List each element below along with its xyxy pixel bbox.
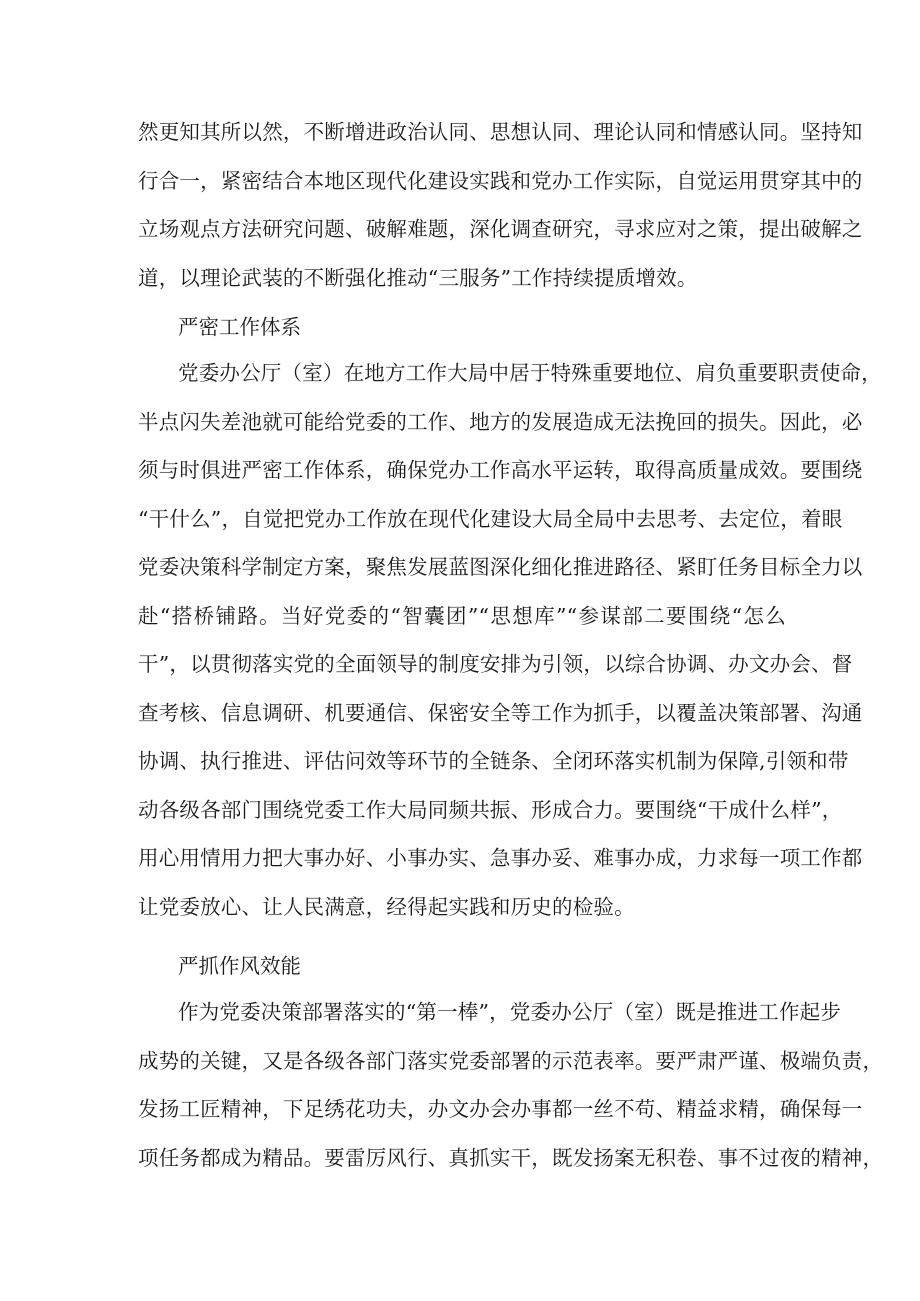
paragraph-line: 党委办公厅（室）在地方工作大局中居于特殊重要地位、肩负重要职责使命，: [178, 361, 882, 385]
paragraph-line: 作为党委决策部署落实的“第一棒”，党委办公厅（室）既是推进工作起步: [178, 1000, 842, 1024]
paragraph-line: 立场观点方法研究问题、破解难题，深化调查研究，寻求应对之策，提出破解之: [138, 217, 863, 241]
paragraph-line: 干”，以贯彻落实党的全面领导的制度安排为引领，以综合协调、办文办会、督: [138, 652, 853, 676]
paragraph-line: 项任务都成为精品。要雷厉风行、真抓实干，既发扬案无积卷、事不过夜的精神，: [138, 1145, 884, 1170]
paragraph-line: 用心用情用力把大事办好、小事办实、急事办妥、难事办成，力求每一项工作都: [138, 846, 863, 870]
paragraph-line: 成势的关键，又是各级各部门落实党委部署的示范表率。要严肃严谨、极端负责，: [138, 1048, 884, 1073]
paragraph-line: 查考核、信息调研、机要通信、保密安全等工作为抓手，以覆盖决策部署、沟通: [138, 700, 863, 725]
paragraph-line: 赴“搭桥铺路。当好党委的“智囊团”“思想库”“参谋部二要围绕“怎么: [138, 603, 786, 628]
paragraph-line: 行合一，紧密结合本地区现代化建设实践和党办工作实际，自觉运用贯穿其中的: [138, 168, 863, 193]
paragraph-line: 党委决策科学制定方案，聚焦发展蓝图深化细化推进路径、紧盯任务目标全力以: [138, 555, 863, 579]
paragraph-3: [138, 988, 884, 1182]
paragraph-line: 让党委放心、让人民满意，经得起实践和历史的检验。: [138, 894, 635, 919]
paragraph-line: 道，以理论武装的不断强化推动“三服务”工作持续提质增效。: [138, 265, 698, 290]
paragraph-line: 半点闪失差池就可能给党委的工作、地方的发展造成无法挽回的损失。因此，必: [138, 409, 863, 434]
section-heading-2: 严抓作风效能: [178, 954, 301, 978]
paragraph-line: 发扬工匠精神，下足绣花功夫，办文办会办事都一丝不苟、精益求精，确保每一: [138, 1097, 863, 1121]
paragraph-1: [138, 108, 863, 302]
paragraph-2: [138, 349, 882, 931]
section-heading-1: 严密工作体系: [178, 315, 301, 339]
paragraph-line: 协调、执行推进、评估问效等环节的全链条、全闭环落实机制为保障,引领和带: [138, 749, 849, 773]
paragraph-line: 须与时俱进严密工作体系，确保党办工作高水平运转，取得高质量成效。要围绕: [138, 458, 863, 482]
paragraph-line: 然更知其所以然，不断增进政治认同、思想认同、理论认同和情感认同。坚持知: [138, 120, 863, 144]
paragraph-line: 动各级各部门围绕党委工作大局同频共振、形成合力。要围绕“干成什么样”，: [138, 797, 843, 822]
paragraph-line: “干什么”，自觉把党办工作放在现代化建设大局全局中去思考、去定位，着眼: [138, 506, 843, 531]
